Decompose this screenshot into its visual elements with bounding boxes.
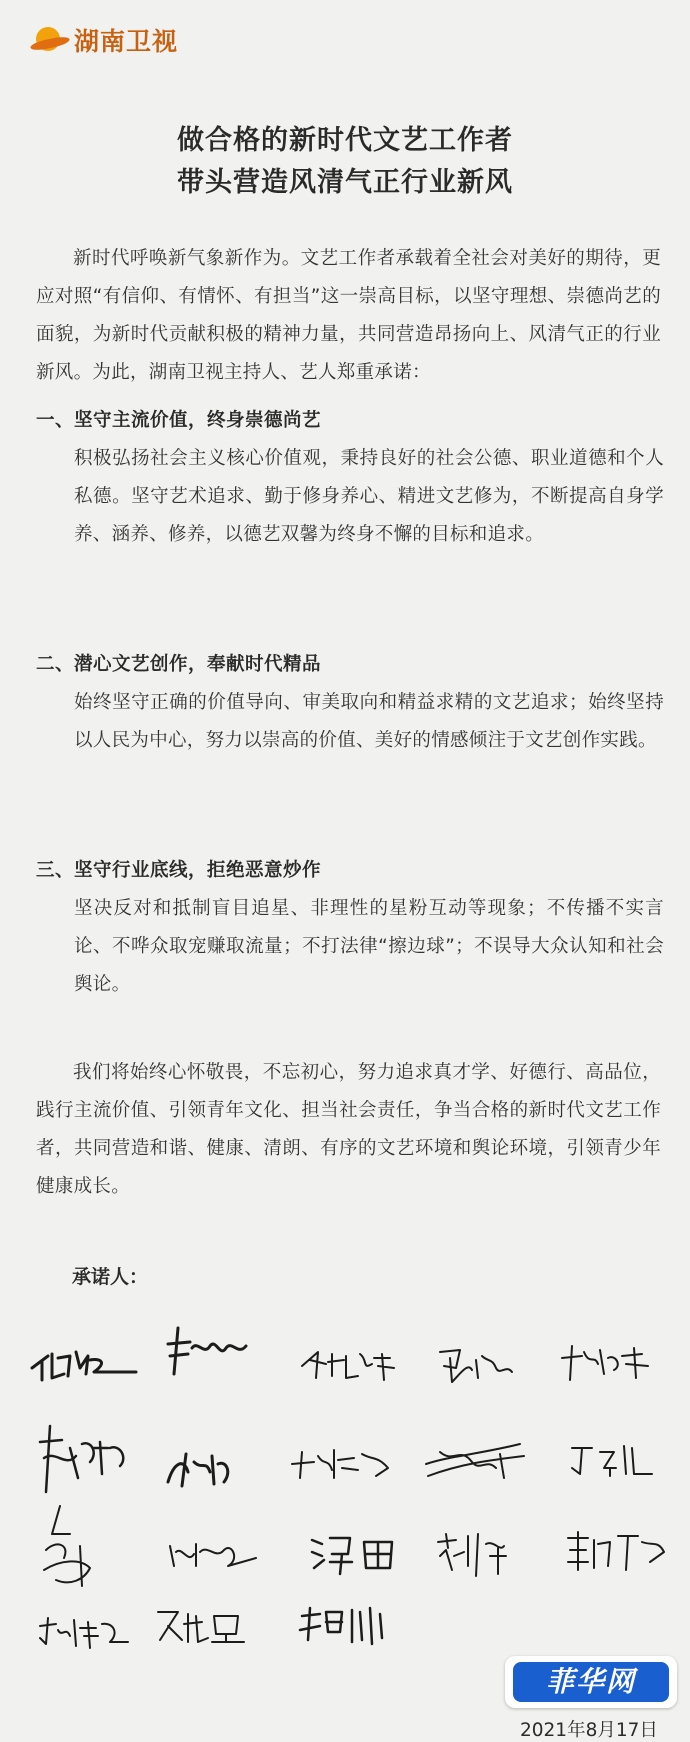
signature-4 [436, 1338, 516, 1388]
logo-text: 湖南卫视 [74, 27, 179, 56]
signature-8 [288, 1438, 394, 1484]
signature-1 [28, 1338, 140, 1388]
signature-3 [296, 1340, 406, 1384]
hunan-tv-logo [30, 22, 178, 58]
section-3-heading: 三、坚守行业底线，拒绝恶意炒作 [36, 860, 322, 881]
signature-14 [434, 1526, 514, 1580]
section-2-body: 始终坚守正确的价值导向、审美取向和精益求精的文艺追求；始终坚持以人民为中心，努力以崇高的价值、美好的情感倾注于文艺创作实践。 [74, 692, 664, 751]
signature-5 [556, 1336, 656, 1386]
intro-paragraph: 新时代呼唤新气象新作为。文艺工作者承载着全社会对美好的期待，更应对照“有信仰、有情怀、有担当”这一崇高目标，以坚守理想、崇德尚艺的面貌，为新时代贡献积极的精神力量，共同营造昂扬向上、风清气正的行业新风。为此，湖南卫视主持人、艺人郑重承诺： [36, 248, 661, 383]
signers-label: 承诺人： [72, 1266, 149, 1288]
document-title-line1: 做合格的新时代文艺工作者 [177, 125, 513, 156]
section-1-heading: 一、坚守主流价值，终身崇德尚艺 [36, 410, 322, 431]
section-2-heading: 二、潜心文艺创作，奉献时代精品 [36, 654, 322, 675]
signature-16 [36, 1608, 136, 1652]
signature-18 [296, 1602, 396, 1646]
signature-15 [562, 1526, 672, 1576]
site-watermark [505, 1656, 677, 1708]
watermark-text: 菲华网 [545, 1665, 636, 1698]
section-3-body: 坚决反对和抵制盲目追星、非理性的星粉互动等现象；不传播不实言论、不哗众取宠赚取流量；不打法律“擦边球”；不误导大众认知和社会舆论。 [74, 898, 664, 995]
signature-7 [160, 1442, 240, 1492]
closing-paragraph: 我们将始终心怀敬畏，不忘初心，努力追求真才学、好德行、高品位，践行主流价值、引领青年文化、担当社会责任，争当合格的新时代文艺工作者，共同营造和谐、健康、清朗、有序的文艺环境和舆论环境，引领青少年健康成长。 [36, 1062, 661, 1197]
signature-12 [166, 1530, 266, 1574]
signature-6 [36, 1418, 146, 1498]
mango-logo-icon [30, 25, 72, 55]
signature-13 [308, 1528, 398, 1578]
document-date: 2021年8月17日 [520, 1720, 658, 1741]
signature-11 [30, 1500, 110, 1590]
signature-17 [152, 1604, 262, 1648]
signature-2 [160, 1322, 255, 1382]
section-1-body: 积极弘扬社会主义核心价值观，秉持良好的社会公德、职业道德和个人私德。坚守艺术追求、勤于修身养心、精进文艺修为，不断提高自身学养、涵养、修养，以德艺双馨为终身不懈的目标和追求。 [74, 448, 664, 545]
signature-10 [566, 1438, 666, 1482]
document-title-line2: 带头营造风清气正行业新风 [177, 167, 513, 198]
signature-9 [420, 1434, 530, 1484]
